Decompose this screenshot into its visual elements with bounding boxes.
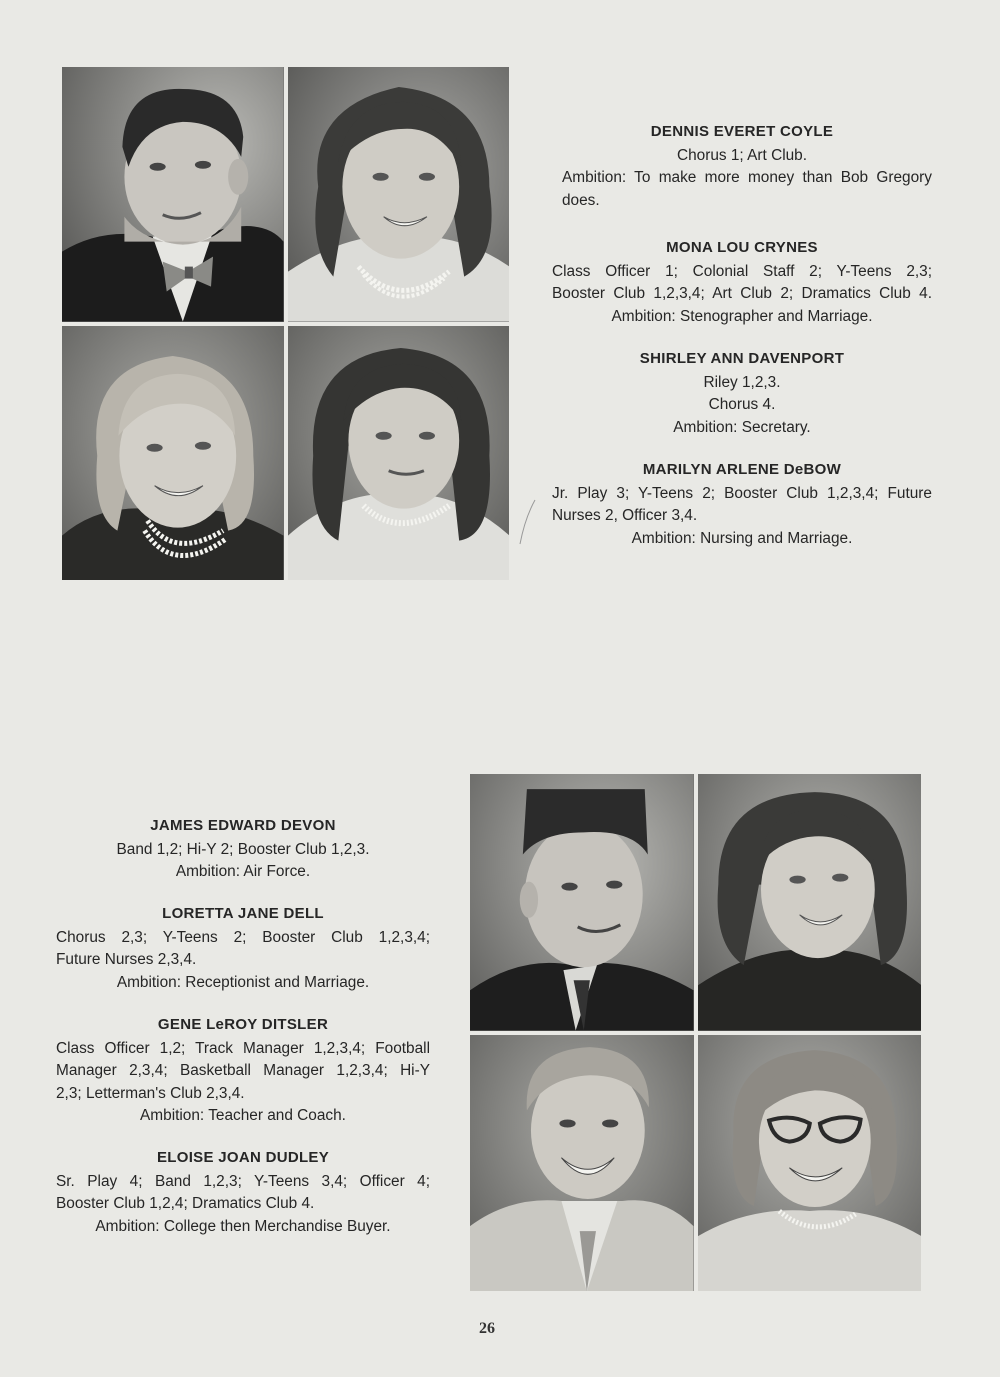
bio-line: Ambition: Air Force. — [175, 863, 311, 880]
bio-line: Riley 1,2,3. — [703, 373, 781, 391]
bio-line: Sr. Play 4; Band 1,2,3; Y-Teens 3,4; Officer 4; — [56, 1172, 430, 1190]
bio-line: Ambition: Secretary. — [673, 418, 811, 436]
bio-line: Ambition: Nursing and Marriage. — [631, 529, 853, 547]
portrait-girl-lace-collar-icon — [288, 326, 510, 581]
portrait-boy-flattop-icon — [470, 774, 694, 1031]
bottom-portrait-grid — [470, 774, 921, 1291]
bio-line: Future Nurses 2,3,4. — [56, 951, 197, 968]
pencil-mark-icon — [517, 498, 537, 546]
bio-mona-lou-crynes — [552, 237, 932, 328]
student-name: DENNIS EVERET COYLE — [650, 123, 834, 140]
bio-loretta-jane-dell — [56, 903, 430, 994]
bio-line: Class Officer 1; Colonial Staff 2; Y-Teens 2,3; — [552, 262, 932, 280]
bio-line: Booster Club 1,2,3,4; Art Club 2; Dramatics Club 4. — [552, 285, 932, 302]
bio-line: Ambition: Receptionist and Marriage. — [116, 973, 370, 991]
bio-marilyn-arlene-debow — [552, 459, 932, 550]
bio-line: Chorus 4. — [708, 396, 776, 413]
bio-dennis-everet-coyle — [552, 121, 932, 212]
bio-shirley-ann-davenport — [552, 348, 932, 439]
bio-eloise-joan-dudley — [56, 1147, 430, 1238]
bio-james-edward-devon — [56, 815, 430, 884]
portrait-boy-bowtie-icon — [62, 67, 284, 322]
student-name: GENE LeROY DITSLER — [157, 1016, 329, 1033]
student-name: JAMES EDWARD DEVON — [150, 817, 336, 834]
bio-line: 2,3; Letterman's Club 2,3,4. — [56, 1084, 245, 1102]
bio-line: Booster Club 1,2,4; Dramatics Club 4. — [56, 1195, 315, 1212]
bio-line: Band 1,2; Hi-Y 2; Booster Club 1,2,3. — [116, 840, 370, 858]
student-name: LORETTA JANE DELL — [162, 905, 324, 922]
bio-line: Nurses 2, Officer 3,4. — [552, 507, 698, 524]
bio-line: Ambition: Stenographer and Marriage. — [611, 307, 873, 325]
bio-line: does. — [562, 191, 600, 209]
bio-line: Ambition: College then Merchandise Buyer. — [95, 1217, 391, 1235]
bio-line: Jr. Play 3; Y-Teens 2; Booster Club 1,2,3,4; Future — [552, 484, 932, 502]
student-name: MARILYN ARLENE DeBOW — [642, 461, 842, 478]
portrait-girl-pearls-icon — [288, 67, 510, 322]
bio-line: Manager 2,3,4; Basketball Manager 1,2,3,4; Hi-Y — [56, 1062, 430, 1079]
student-name: MONA LOU CRYNES — [666, 239, 818, 256]
bio-line: Ambition: Teacher and Coach. — [140, 1107, 346, 1124]
student-name: ELOISE JOAN DUDLEY — [156, 1149, 330, 1166]
portrait-girl-dark-sweater-icon — [698, 774, 922, 1031]
bio-line: Ambition: To make more money than Bob Gregory — [562, 169, 932, 186]
bio-line: Class Officer 1,2; Track Manager 1,2,3,4; Football — [56, 1039, 430, 1057]
portrait-girl-pearls-dark-icon — [62, 326, 284, 581]
bio-line: Chorus 1; Art Club. — [676, 146, 808, 164]
bio-line: Chorus 2,3; Y-Teens 2; Booster Club 1,2,3,4; — [56, 928, 430, 946]
student-name: SHIRLEY ANN DAVENPORT — [639, 350, 845, 367]
bio-gene-leroy-ditsler — [56, 1014, 430, 1128]
page-number: 26 — [479, 1320, 495, 1337]
top-portrait-grid — [62, 67, 509, 580]
portrait-girl-glasses-icon — [698, 1035, 922, 1292]
portrait-boy-light-jacket-icon — [470, 1035, 694, 1292]
